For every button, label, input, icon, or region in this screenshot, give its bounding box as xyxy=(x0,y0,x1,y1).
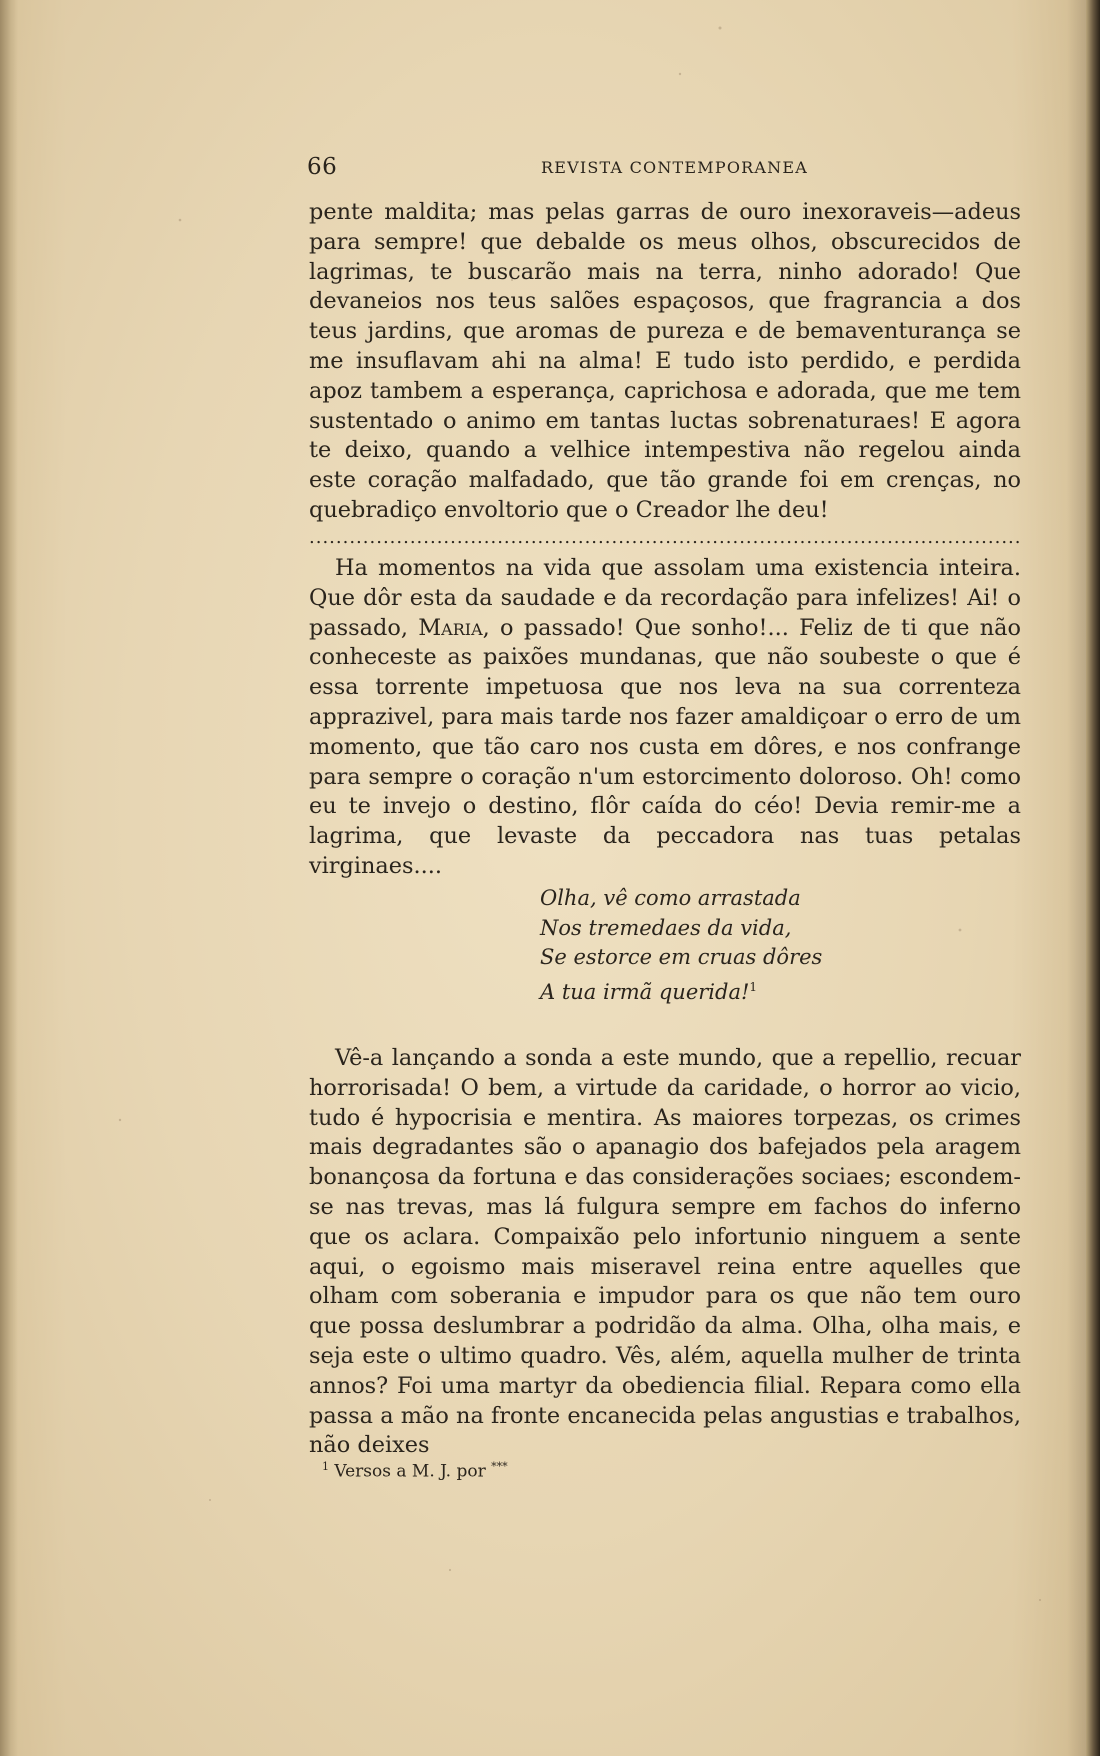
verse-line: Se estorce em cruas dôres xyxy=(540,945,823,969)
page-number: 66 xyxy=(307,154,338,180)
page-right-edge xyxy=(1086,0,1100,1756)
footnote-text: Versos a M. J. por xyxy=(329,1461,486,1482)
paragraph-2-end: , o passado! Que sonho!... Feliz de ti que não conheceste as paixões mundanas, que não soubeste o que é essa torrente impetuosa que nos leva na sua correnteza apprazivel, para mais tarde nos fazer amaldiçoar o erro de um momento, que tão caro nos custa em dôres, e nos confrange para sempre o coração n'um estorcimento doloroso. Oh! como eu te invejo o destino, flôr caída do céo! Devia remir-me a lagrima, que levaste da peccadora nas tuas petalas virginaes.... xyxy=(309,614,1021,879)
footnote-reference: 1 xyxy=(749,979,758,994)
page-left-edge xyxy=(0,0,18,1756)
verse-quote xyxy=(540,884,900,1007)
paragraph-memory xyxy=(309,554,1021,882)
paragraph-1-text: pente maldita; mas pelas garras de ouro inexoraveis—adeus para sempre! que debalde os meus olhos, obscurecidos de lagrimas, te buscarão mais na terra, ninho adorado! Que devaneios nos teus salões espaçosos, que fragrancia a dos teus jardins, que aromas de pureza e de bemaventurança se me insuflavam ahi na alma! E tudo isto perdido, e perdida apoz tambem a esperança, caprichosa e adorada, que me tem sustentado o animo em tantas luctas sobrenaturaes! E agora te deixo, quando a velhice intempestiva não regelou ainda este coração malfadado, que tão grande foi em crenças, no quebradiço envoltorio que o Creador lhe deu! xyxy=(309,199,1021,523)
dotted-separator: .......................................................................................................... xyxy=(309,528,1021,548)
name-maria: Maria xyxy=(418,614,483,641)
running-head: REVISTA CONTEMPORANEA xyxy=(541,158,809,177)
paragraph-continuation xyxy=(309,198,1021,526)
paragraph-society xyxy=(309,1044,1021,1461)
page-header xyxy=(307,154,1027,184)
paragraph-3-text: Vê-a lançando a sonda a este mundo, que a repellio, recuar horrorisada! O bem, a virtude da caridade, o horror ao vicio, tudo é hypocrisia e mentira. As maiores torpezas, os crimes mais degradantes são o apanagio dos bafejados pela aragem bonançosa da fortuna e das considerações sociaes; escondem-se nas trevas, mas lá fulgura sempre em fachos do inferno que os aclara. Compaixão pelo infortunio ninguem a sente aqui, o egoismo mais miseravel reina entre aquelles que olham com soberania e impudor para os que não tem ouro que possa deslumbrar a podridão da alma. Olha, olha mais, e seja este o ultimo quadro. Vês, além, aquella mulher de trinta annos? Foi uma martyr da obediencia filial. Repara como ella passa a mão na fronte encanecida pelas angustias e trabalhos, não deixes xyxy=(309,1045,1021,1459)
paragraph-2 xyxy=(309,554,1021,882)
paragraph-2-start: Ha momentos na vida que assolam uma existencia inteira. Que dôr esta da saudade e da recordação para infelizes! Ai! o passado, xyxy=(309,555,1021,641)
footnote-marker: 1 xyxy=(322,1460,329,1473)
verse-line: Olha, vê como arrastada xyxy=(540,886,801,910)
footnote-asterisks: *** xyxy=(491,1460,508,1473)
verse-line-4-text: A tua irmã querida! xyxy=(540,979,750,1004)
footnote xyxy=(322,1460,508,1482)
verse-line-last xyxy=(540,973,900,1008)
verse-line: Nos tremedaes da vida, xyxy=(540,915,792,940)
